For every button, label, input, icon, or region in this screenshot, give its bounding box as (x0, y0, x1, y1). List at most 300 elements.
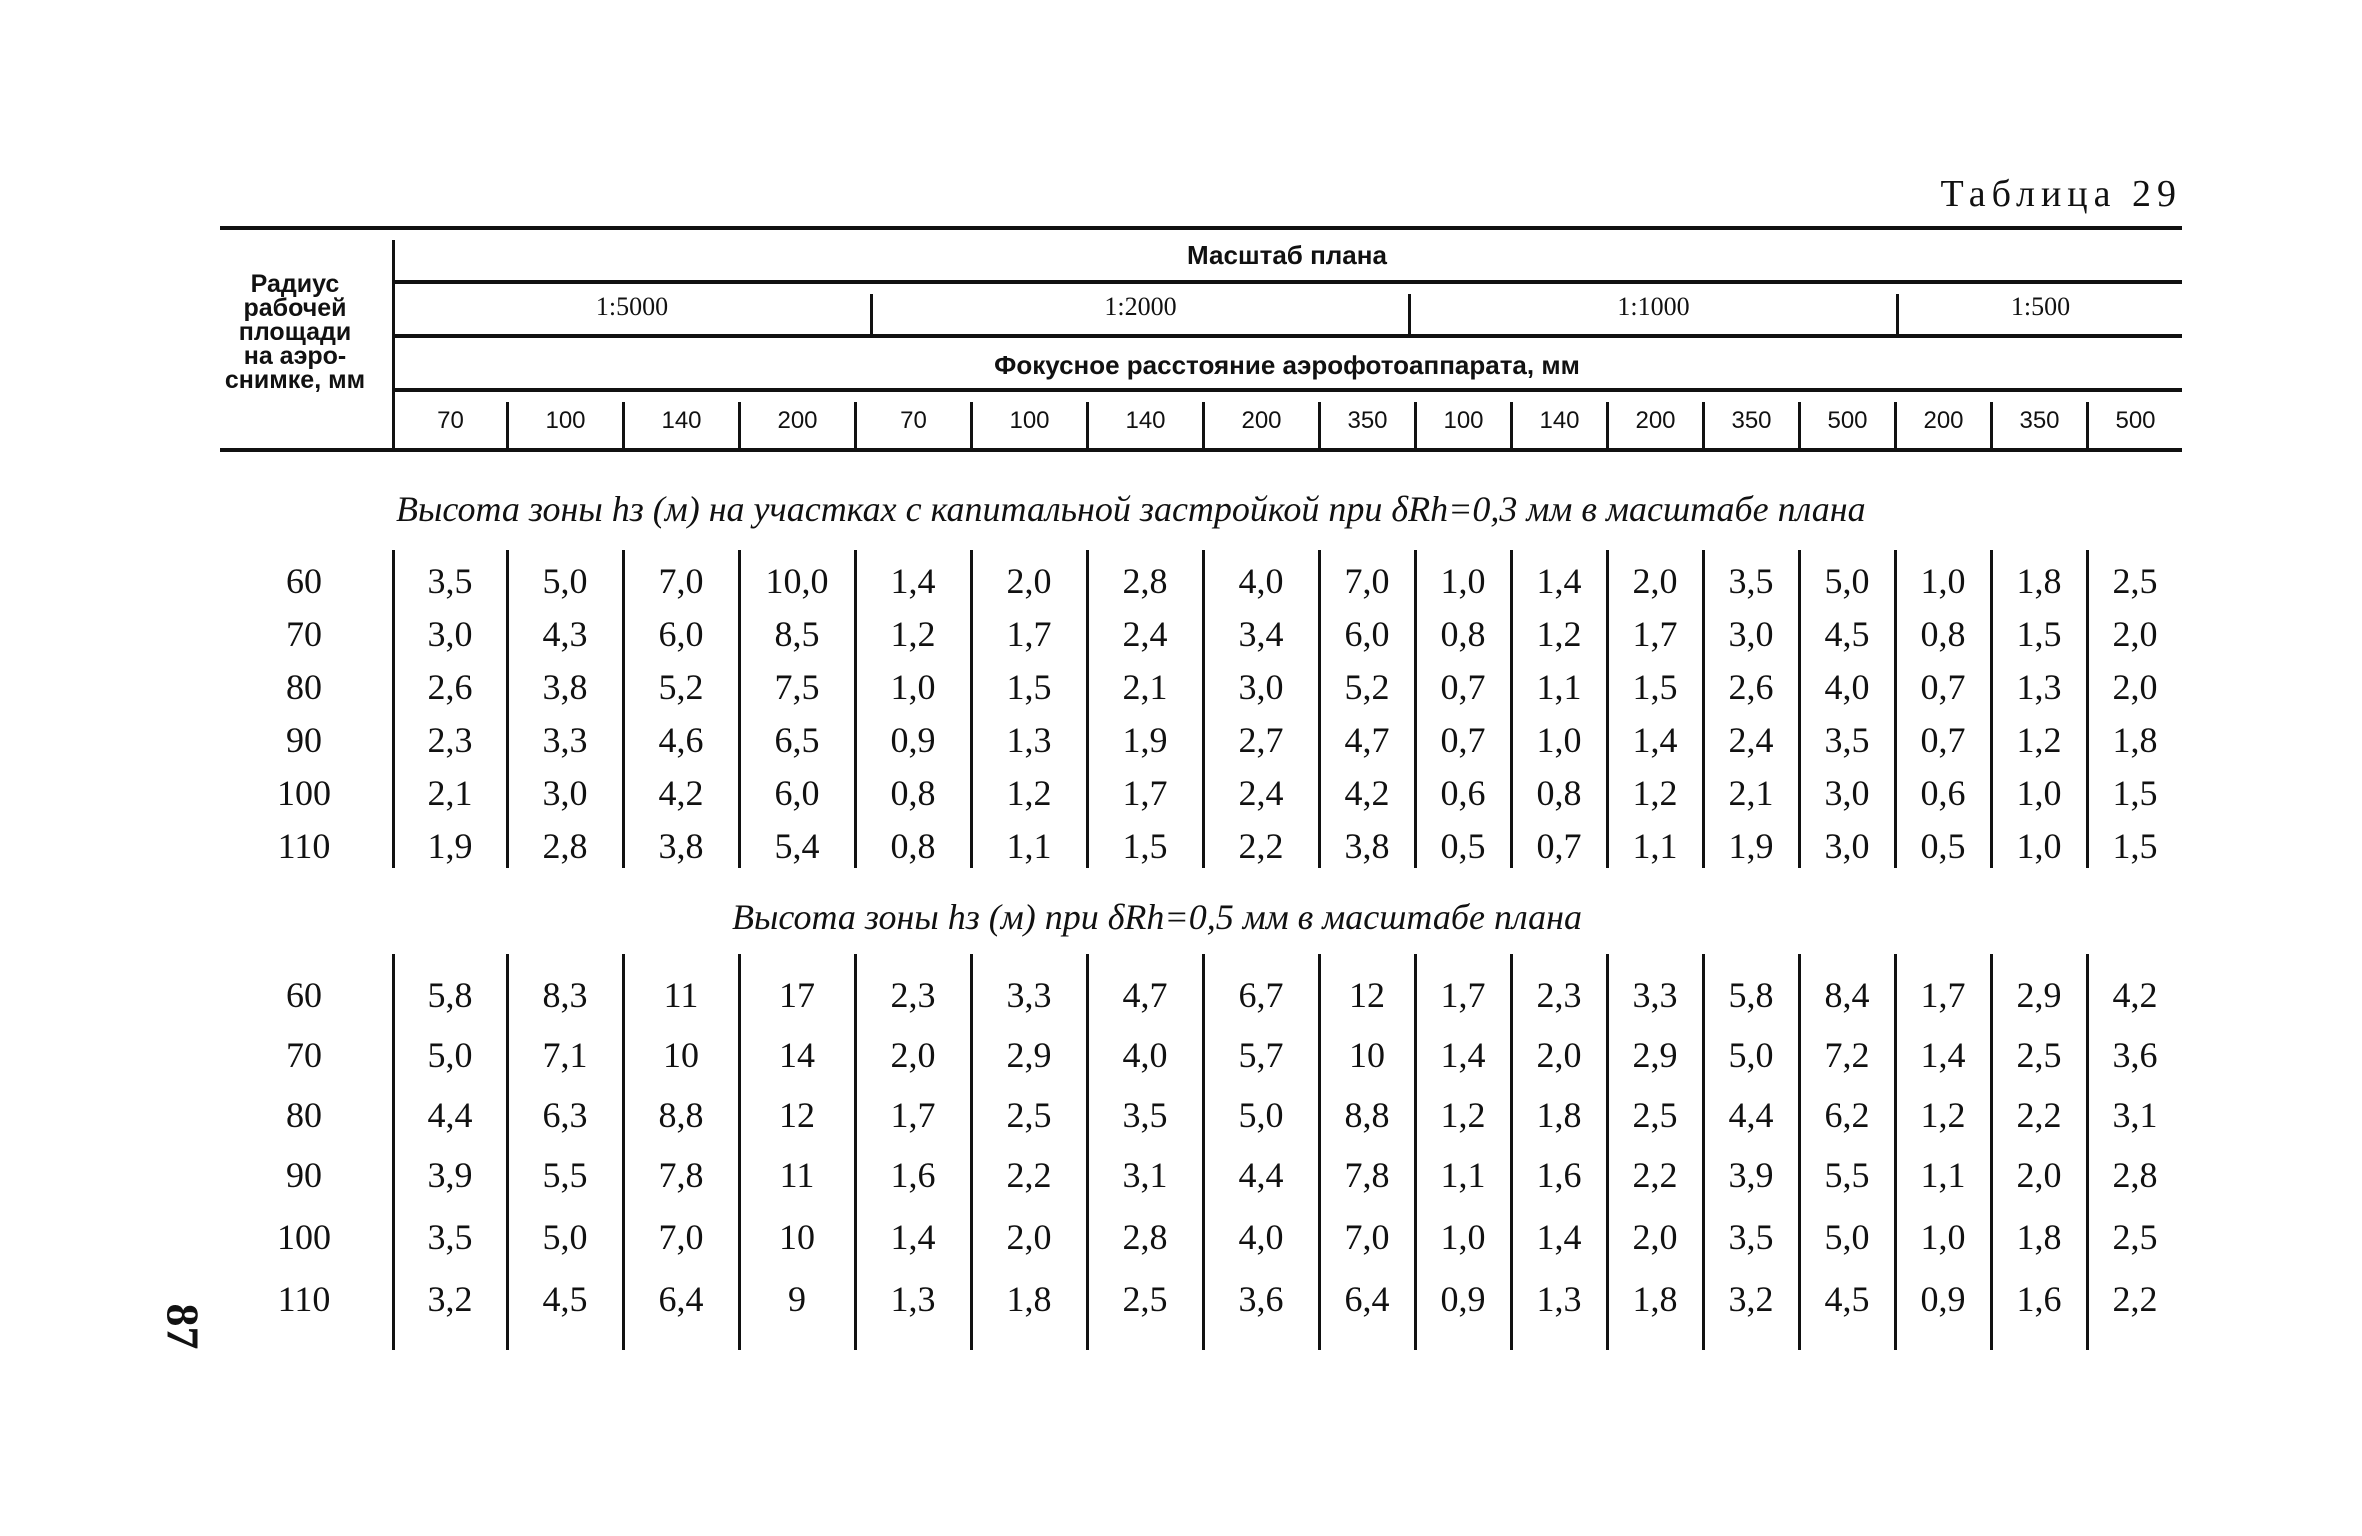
value-cell: 7,0 (1344, 561, 1390, 601)
value-cell: 2,2 (2112, 1279, 2158, 1319)
value-cell: 2,7 (1238, 720, 1284, 760)
column-divider (1510, 954, 1513, 1350)
column-divider (1798, 550, 1801, 868)
value-cell: 2,4 (1728, 720, 1774, 760)
value-cell: 8,3 (542, 975, 588, 1015)
value-cell: 3,6 (1238, 1279, 1284, 1319)
value-cell: 4,2 (658, 773, 704, 813)
value-cell: 4,6 (658, 720, 704, 760)
value-cell: 2,8 (1122, 561, 1168, 601)
table-title: Таблица 29 (1940, 173, 2182, 215)
value-cell: 0,8 (1536, 773, 1582, 813)
value-cell: 6,4 (658, 1279, 704, 1319)
focal-divider (506, 402, 509, 448)
scale-label: 1:1000 (1617, 292, 1690, 321)
value-cell: 4,2 (2112, 975, 2158, 1015)
column-divider (1510, 550, 1513, 868)
value-cell: 1,4 (1440, 1035, 1486, 1075)
value-cell: 17 (779, 975, 815, 1015)
focal-length-cell: 350 (1731, 407, 1772, 434)
value-cell: 5,0 (542, 561, 588, 601)
value-cell: 10 (663, 1035, 699, 1075)
column-divider (854, 550, 857, 868)
value-cell: 1,1 (1440, 1155, 1486, 1195)
focal-length-cell: 500 (2115, 407, 2156, 434)
value-cell: 4,5 (1824, 614, 1870, 654)
value-cell: 1,1 (1920, 1155, 1966, 1195)
value-cell: 1,4 (1536, 561, 1582, 601)
value-cell: 9 (788, 1279, 806, 1319)
value-cell: 5,5 (542, 1155, 588, 1195)
value-cell: 1,7 (890, 1095, 936, 1135)
value-cell: 7,0 (658, 1217, 704, 1257)
value-cell: 3,5 (427, 561, 473, 601)
value-cell: 4,4 (1728, 1095, 1774, 1135)
row-header-label (220, 272, 370, 392)
value-cell: 4,0 (1824, 667, 1870, 707)
value-cell: 2,3 (890, 975, 936, 1015)
value-cell: 1,4 (890, 561, 936, 601)
focal-length-cell: 200 (1923, 407, 1964, 434)
focal-divider (1990, 402, 1993, 448)
value-cell: 1,2 (2016, 720, 2062, 760)
value-cell: 1,3 (890, 1279, 936, 1319)
column-divider (1798, 954, 1801, 1350)
value-cell: 5,0 (1824, 1217, 1870, 1257)
value-cell: 6,0 (774, 773, 820, 813)
value-cell: 6,0 (658, 614, 704, 654)
value-cell: 5,0 (542, 1217, 588, 1257)
value-cell: 1,7 (1920, 975, 1966, 1015)
value-cell: 1,0 (1536, 720, 1582, 760)
value-cell: 1,7 (1632, 614, 1678, 654)
focal-length-cell: 350 (2019, 407, 2060, 434)
focal-length-cell: 100 (1009, 407, 1050, 434)
value-cell: 1,0 (1440, 1217, 1486, 1257)
value-cell: 3,0 (1824, 826, 1870, 866)
column-divider (738, 550, 741, 868)
focal-length-cell: 140 (1539, 407, 1580, 434)
value-cell: 3,5 (1824, 720, 1870, 760)
value-cell: 2,0 (2112, 614, 2158, 654)
value-cell: 0,8 (890, 826, 936, 866)
focal-divider (1894, 402, 1897, 448)
value-cell: 3,0 (1238, 667, 1284, 707)
value-cell: 2,0 (1536, 1035, 1582, 1075)
value-cell: 3,8 (658, 826, 704, 866)
value-cell: 3,5 (1728, 561, 1774, 601)
value-cell: 1,8 (2112, 720, 2158, 760)
value-cell: 1,2 (1920, 1095, 1966, 1135)
value-cell: 2,8 (1122, 1217, 1168, 1257)
focal-length-cell: 350 (1347, 407, 1388, 434)
value-cell: 8,8 (1344, 1095, 1390, 1135)
value-cell: 0,7 (1440, 667, 1486, 707)
value-cell: 1,2 (1536, 614, 1582, 654)
column-divider (738, 954, 741, 1350)
focal-divider (622, 402, 625, 448)
column-divider (1202, 550, 1205, 868)
value-cell: 2,2 (2016, 1095, 2062, 1135)
value-cell: 0,7 (1440, 720, 1486, 760)
value-cell: 0,8 (1920, 614, 1966, 654)
value-cell: 3,5 (427, 1217, 473, 1257)
column-divider (622, 550, 625, 868)
value-cell: 3,1 (2112, 1095, 2158, 1135)
focal-length-cell: 140 (1125, 407, 1166, 434)
value-cell: 2,0 (1006, 1217, 1052, 1257)
focal-title-rule (394, 388, 2182, 392)
value-cell: 1,6 (890, 1155, 936, 1195)
scale-row-rule (394, 334, 2182, 338)
value-cell: 4,7 (1122, 975, 1168, 1015)
radius-cell: 80 (286, 1095, 322, 1135)
column-divider (1414, 954, 1417, 1350)
column-divider (1086, 550, 1089, 868)
value-cell: 4,5 (1824, 1279, 1870, 1319)
value-cell: 3,0 (542, 773, 588, 813)
focal-length-cell: 500 (1827, 407, 1868, 434)
value-cell: 7,1 (542, 1035, 588, 1075)
value-cell: 8,4 (1824, 975, 1870, 1015)
focal-length-cell: 100 (545, 407, 586, 434)
value-cell: 3,3 (542, 720, 588, 760)
focal-length-cell: 200 (777, 407, 818, 434)
value-cell: 2,1 (1122, 667, 1168, 707)
value-cell: 1,7 (1006, 614, 1052, 654)
value-cell: 3,0 (427, 614, 473, 654)
value-cell: 3,9 (427, 1155, 473, 1195)
focal-divider (970, 402, 973, 448)
scale-label: 1:2000 (1104, 292, 1177, 321)
column-divider (1702, 954, 1705, 1350)
value-cell: 1,6 (1536, 1155, 1582, 1195)
value-cell: 3,2 (427, 1279, 473, 1319)
radius-cell: 110 (277, 826, 331, 866)
value-cell: 5,5 (1824, 1155, 1870, 1195)
value-cell: 2,3 (1536, 975, 1582, 1015)
value-cell: 3,0 (1824, 773, 1870, 813)
column-divider (1318, 550, 1321, 868)
focal-divider (1510, 402, 1513, 448)
value-cell: 4,7 (1344, 720, 1390, 760)
column-divider (506, 954, 509, 1350)
value-cell: 4,2 (1344, 773, 1390, 813)
value-cell: 0,8 (1440, 614, 1486, 654)
value-cell: 0,6 (1440, 773, 1486, 813)
value-cell: 1,2 (890, 614, 936, 654)
column-divider (1606, 954, 1609, 1350)
value-cell: 4,5 (542, 1279, 588, 1319)
value-cell: 2,6 (1728, 667, 1774, 707)
value-cell: 12 (1349, 975, 1385, 1015)
value-cell: 1,3 (1006, 720, 1052, 760)
value-cell: 0,5 (1920, 826, 1966, 866)
value-cell: 2,3 (427, 720, 473, 760)
value-cell: 6,0 (1344, 614, 1390, 654)
value-cell: 2,5 (2112, 1217, 2158, 1257)
row-header-line: Радиус (250, 270, 340, 298)
value-cell: 1,2 (1006, 773, 1052, 813)
value-cell: 5,0 (427, 1035, 473, 1075)
value-cell: 10,0 (765, 561, 829, 601)
value-cell: 6,5 (774, 720, 820, 760)
radius-cell: 90 (286, 720, 322, 760)
column-divider (2086, 954, 2089, 1350)
value-cell: 6,3 (542, 1095, 588, 1135)
value-cell: 2,1 (1728, 773, 1774, 813)
value-cell: 3,1 (1122, 1155, 1168, 1195)
value-cell: 1,5 (1006, 667, 1052, 707)
value-cell: 2,8 (542, 826, 588, 866)
value-cell: 2,2 (1632, 1155, 1678, 1195)
value-cell: 1,4 (1536, 1217, 1582, 1257)
value-cell: 1,0 (2016, 773, 2062, 813)
value-cell: 5,0 (1824, 561, 1870, 601)
radius-cell: 110 (277, 1279, 331, 1319)
value-cell: 11 (779, 1155, 815, 1195)
column-divider (1894, 954, 1897, 1350)
value-cell: 7,8 (1344, 1155, 1390, 1195)
value-cell: 1,5 (1632, 667, 1678, 707)
value-cell: 1,4 (1632, 720, 1678, 760)
value-cell: 3,8 (1344, 826, 1390, 866)
value-cell: 3,4 (1238, 614, 1284, 654)
value-cell: 5,0 (1728, 1035, 1774, 1075)
radius-cell: 100 (277, 773, 331, 813)
value-cell: 1,0 (890, 667, 936, 707)
value-cell: 3,3 (1006, 975, 1052, 1015)
focal-divider (1086, 402, 1089, 448)
value-cell: 2,2 (1238, 826, 1284, 866)
value-cell: 5,8 (1728, 975, 1774, 1015)
column-divider (622, 954, 625, 1350)
value-cell: 0,9 (1920, 1279, 1966, 1319)
radius-cell: 90 (286, 1155, 322, 1195)
value-cell: 5,2 (658, 667, 704, 707)
value-cell: 1,8 (2016, 561, 2062, 601)
section-title: Высота зоны hз (м) на участках с капитальной застройкой при δRh=0,3 мм в масштабе плана (396, 489, 1866, 529)
focal-length-cell: 70 (437, 407, 464, 434)
value-cell: 3,2 (1728, 1279, 1774, 1319)
radius-cell: 80 (286, 667, 322, 707)
value-cell: 11 (663, 975, 699, 1015)
value-cell: 1,0 (1920, 561, 1966, 601)
row-header-line: рабочей (243, 294, 347, 322)
value-cell: 0,9 (890, 720, 936, 760)
section-title: Высота зоны hз (м) при δRh=0,5 мм в масштабе плана (732, 897, 1582, 937)
column-divider (1990, 550, 1993, 868)
focal-divider (1414, 402, 1417, 448)
value-cell: 1,7 (1440, 975, 1486, 1015)
value-cell: 3,5 (1122, 1095, 1168, 1135)
value-cell: 0,5 (1440, 826, 1486, 866)
focal-length-title: Фокусное расстояние аэрофотоаппарата, мм (994, 350, 1580, 380)
value-cell: 0,9 (1440, 1279, 1486, 1319)
value-cell: 4,0 (1122, 1035, 1168, 1075)
focal-divider (854, 402, 857, 448)
value-cell: 7,5 (774, 667, 820, 707)
value-cell: 2,5 (1006, 1095, 1052, 1135)
row-header-line: на аэро- (243, 342, 347, 370)
value-cell: 4,4 (1238, 1155, 1284, 1195)
value-cell: 1,8 (1006, 1279, 1052, 1319)
value-cell: 1,5 (2112, 826, 2158, 866)
value-cell: 5,4 (774, 826, 820, 866)
value-cell: 5,0 (1238, 1095, 1284, 1135)
value-cell: 3,6 (2112, 1035, 2158, 1075)
column-divider (1414, 550, 1417, 868)
focal-divider (1318, 402, 1321, 448)
value-cell: 6,7 (1238, 975, 1284, 1015)
value-cell: 1,0 (1920, 1217, 1966, 1257)
focal-length-cell: 70 (900, 407, 927, 434)
header-bottom-rule (220, 448, 2182, 452)
value-cell: 1,2 (1440, 1095, 1486, 1135)
value-cell: 2,5 (2112, 561, 2158, 601)
value-cell: 2,0 (1632, 1217, 1678, 1257)
value-cell: 2,1 (427, 773, 473, 813)
value-cell: 2,0 (2016, 1155, 2062, 1195)
value-cell: 2,4 (1238, 773, 1284, 813)
focal-divider (1798, 402, 1801, 448)
focal-divider (1202, 402, 1205, 448)
value-cell: 10 (1349, 1035, 1385, 1075)
page-number: 87 (157, 1303, 209, 1350)
value-cell: 8,5 (774, 614, 820, 654)
column-divider (1702, 550, 1705, 868)
value-cell: 4,4 (427, 1095, 473, 1135)
value-cell: 2,9 (2016, 975, 2062, 1015)
value-cell: 1,2 (1632, 773, 1678, 813)
value-cell: 0,7 (1920, 720, 1966, 760)
value-cell: 2,2 (1006, 1155, 1052, 1195)
value-cell: 1,1 (1536, 667, 1582, 707)
value-cell: 6,4 (1344, 1279, 1390, 1319)
radius-cell: 100 (277, 1217, 331, 1257)
value-cell: 0,8 (890, 773, 936, 813)
value-cell: 2,0 (1006, 561, 1052, 601)
value-cell: 3,5 (1728, 1217, 1774, 1257)
focal-length-cell: 200 (1241, 407, 1282, 434)
column-divider (2086, 550, 2089, 868)
column-divider (1606, 550, 1609, 868)
value-cell: 6,2 (1824, 1095, 1870, 1135)
value-cell: 1,1 (1632, 826, 1678, 866)
radius-cell: 70 (286, 1035, 322, 1075)
row-header-line: площади (238, 318, 352, 346)
focal-length-cell: 140 (661, 407, 702, 434)
column-divider (1894, 550, 1897, 868)
value-cell: 2,0 (890, 1035, 936, 1075)
focal-divider (2086, 402, 2089, 448)
value-cell: 1,0 (1440, 561, 1486, 601)
column-divider (1990, 954, 1993, 1350)
value-cell: 1,9 (1122, 720, 1168, 760)
value-cell: 2,4 (1122, 614, 1168, 654)
value-cell: 3,8 (542, 667, 588, 707)
value-cell: 8,8 (658, 1095, 704, 1135)
column-divider (1318, 954, 1321, 1350)
scale-title-rule (394, 280, 2182, 284)
value-cell: 7,8 (658, 1155, 704, 1195)
column-divider (506, 550, 509, 868)
value-cell: 1,6 (2016, 1279, 2062, 1319)
value-cell: 2,5 (1632, 1095, 1678, 1135)
value-cell: 1,1 (1006, 826, 1052, 866)
value-cell: 1,7 (1122, 773, 1168, 813)
scale-title: Масштаб плана (1187, 240, 1387, 270)
focal-divider (1606, 402, 1609, 448)
value-cell: 2,5 (1122, 1279, 1168, 1319)
value-cell: 0,7 (1920, 667, 1966, 707)
value-cell: 2,6 (427, 667, 473, 707)
value-cell: 10 (779, 1217, 815, 1257)
value-cell: 2,8 (2112, 1155, 2158, 1195)
column-divider (854, 954, 857, 1350)
value-cell: 1,3 (1536, 1279, 1582, 1319)
value-cell: 2,5 (2016, 1035, 2062, 1075)
focal-divider (738, 402, 741, 448)
value-cell: 1,4 (890, 1217, 936, 1257)
row-header-line: снимке, мм (224, 366, 366, 394)
column-divider (970, 954, 973, 1350)
value-cell: 2,9 (1006, 1035, 1052, 1075)
value-cell: 0,6 (1920, 773, 1966, 813)
value-cell: 2,0 (1632, 561, 1678, 601)
radius-cell: 60 (286, 975, 322, 1015)
value-cell: 0,7 (1536, 826, 1582, 866)
scale-label: 1:5000 (595, 292, 669, 321)
column-divider (1202, 954, 1205, 1350)
value-cell: 1,4 (1920, 1035, 1966, 1075)
scale-label: 1:500 (2010, 292, 2071, 321)
focal-length-cell: 100 (1443, 407, 1484, 434)
value-cell: 1,8 (1632, 1279, 1678, 1319)
value-cell: 5,8 (427, 975, 473, 1015)
value-cell: 3,3 (1632, 975, 1678, 1015)
value-cell: 5,2 (1344, 667, 1390, 707)
value-cell: 1,0 (2016, 826, 2062, 866)
column-divider (392, 550, 395, 868)
value-cell: 4,3 (542, 614, 588, 654)
value-cell: 12 (779, 1095, 815, 1135)
focal-divider (1702, 402, 1705, 448)
value-cell: 1,8 (2016, 1217, 2062, 1257)
value-cell: 5,7 (1238, 1035, 1284, 1075)
value-cell: 7,0 (658, 561, 704, 601)
radius-cell: 70 (286, 614, 322, 654)
column-divider (392, 954, 395, 1350)
value-cell: 1,5 (2016, 614, 2062, 654)
value-cell: 1,3 (2016, 667, 2062, 707)
focal-length-cell: 200 (1635, 407, 1676, 434)
column-divider (1086, 954, 1089, 1350)
value-cell: 1,9 (1728, 826, 1774, 866)
value-cell: 7,0 (1344, 1217, 1390, 1257)
value-cell: 14 (779, 1035, 815, 1075)
value-cell: 1,9 (427, 826, 473, 866)
value-cell: 2,0 (2112, 667, 2158, 707)
radius-cell: 60 (286, 561, 322, 601)
value-cell: 7,2 (1824, 1035, 1870, 1075)
top-rule (220, 226, 2182, 230)
value-cell: 4,0 (1238, 561, 1284, 601)
value-cell: 2,9 (1632, 1035, 1678, 1075)
value-cell: 1,8 (1536, 1095, 1582, 1135)
value-cell: 3,0 (1728, 614, 1774, 654)
value-cell: 1,5 (1122, 826, 1168, 866)
